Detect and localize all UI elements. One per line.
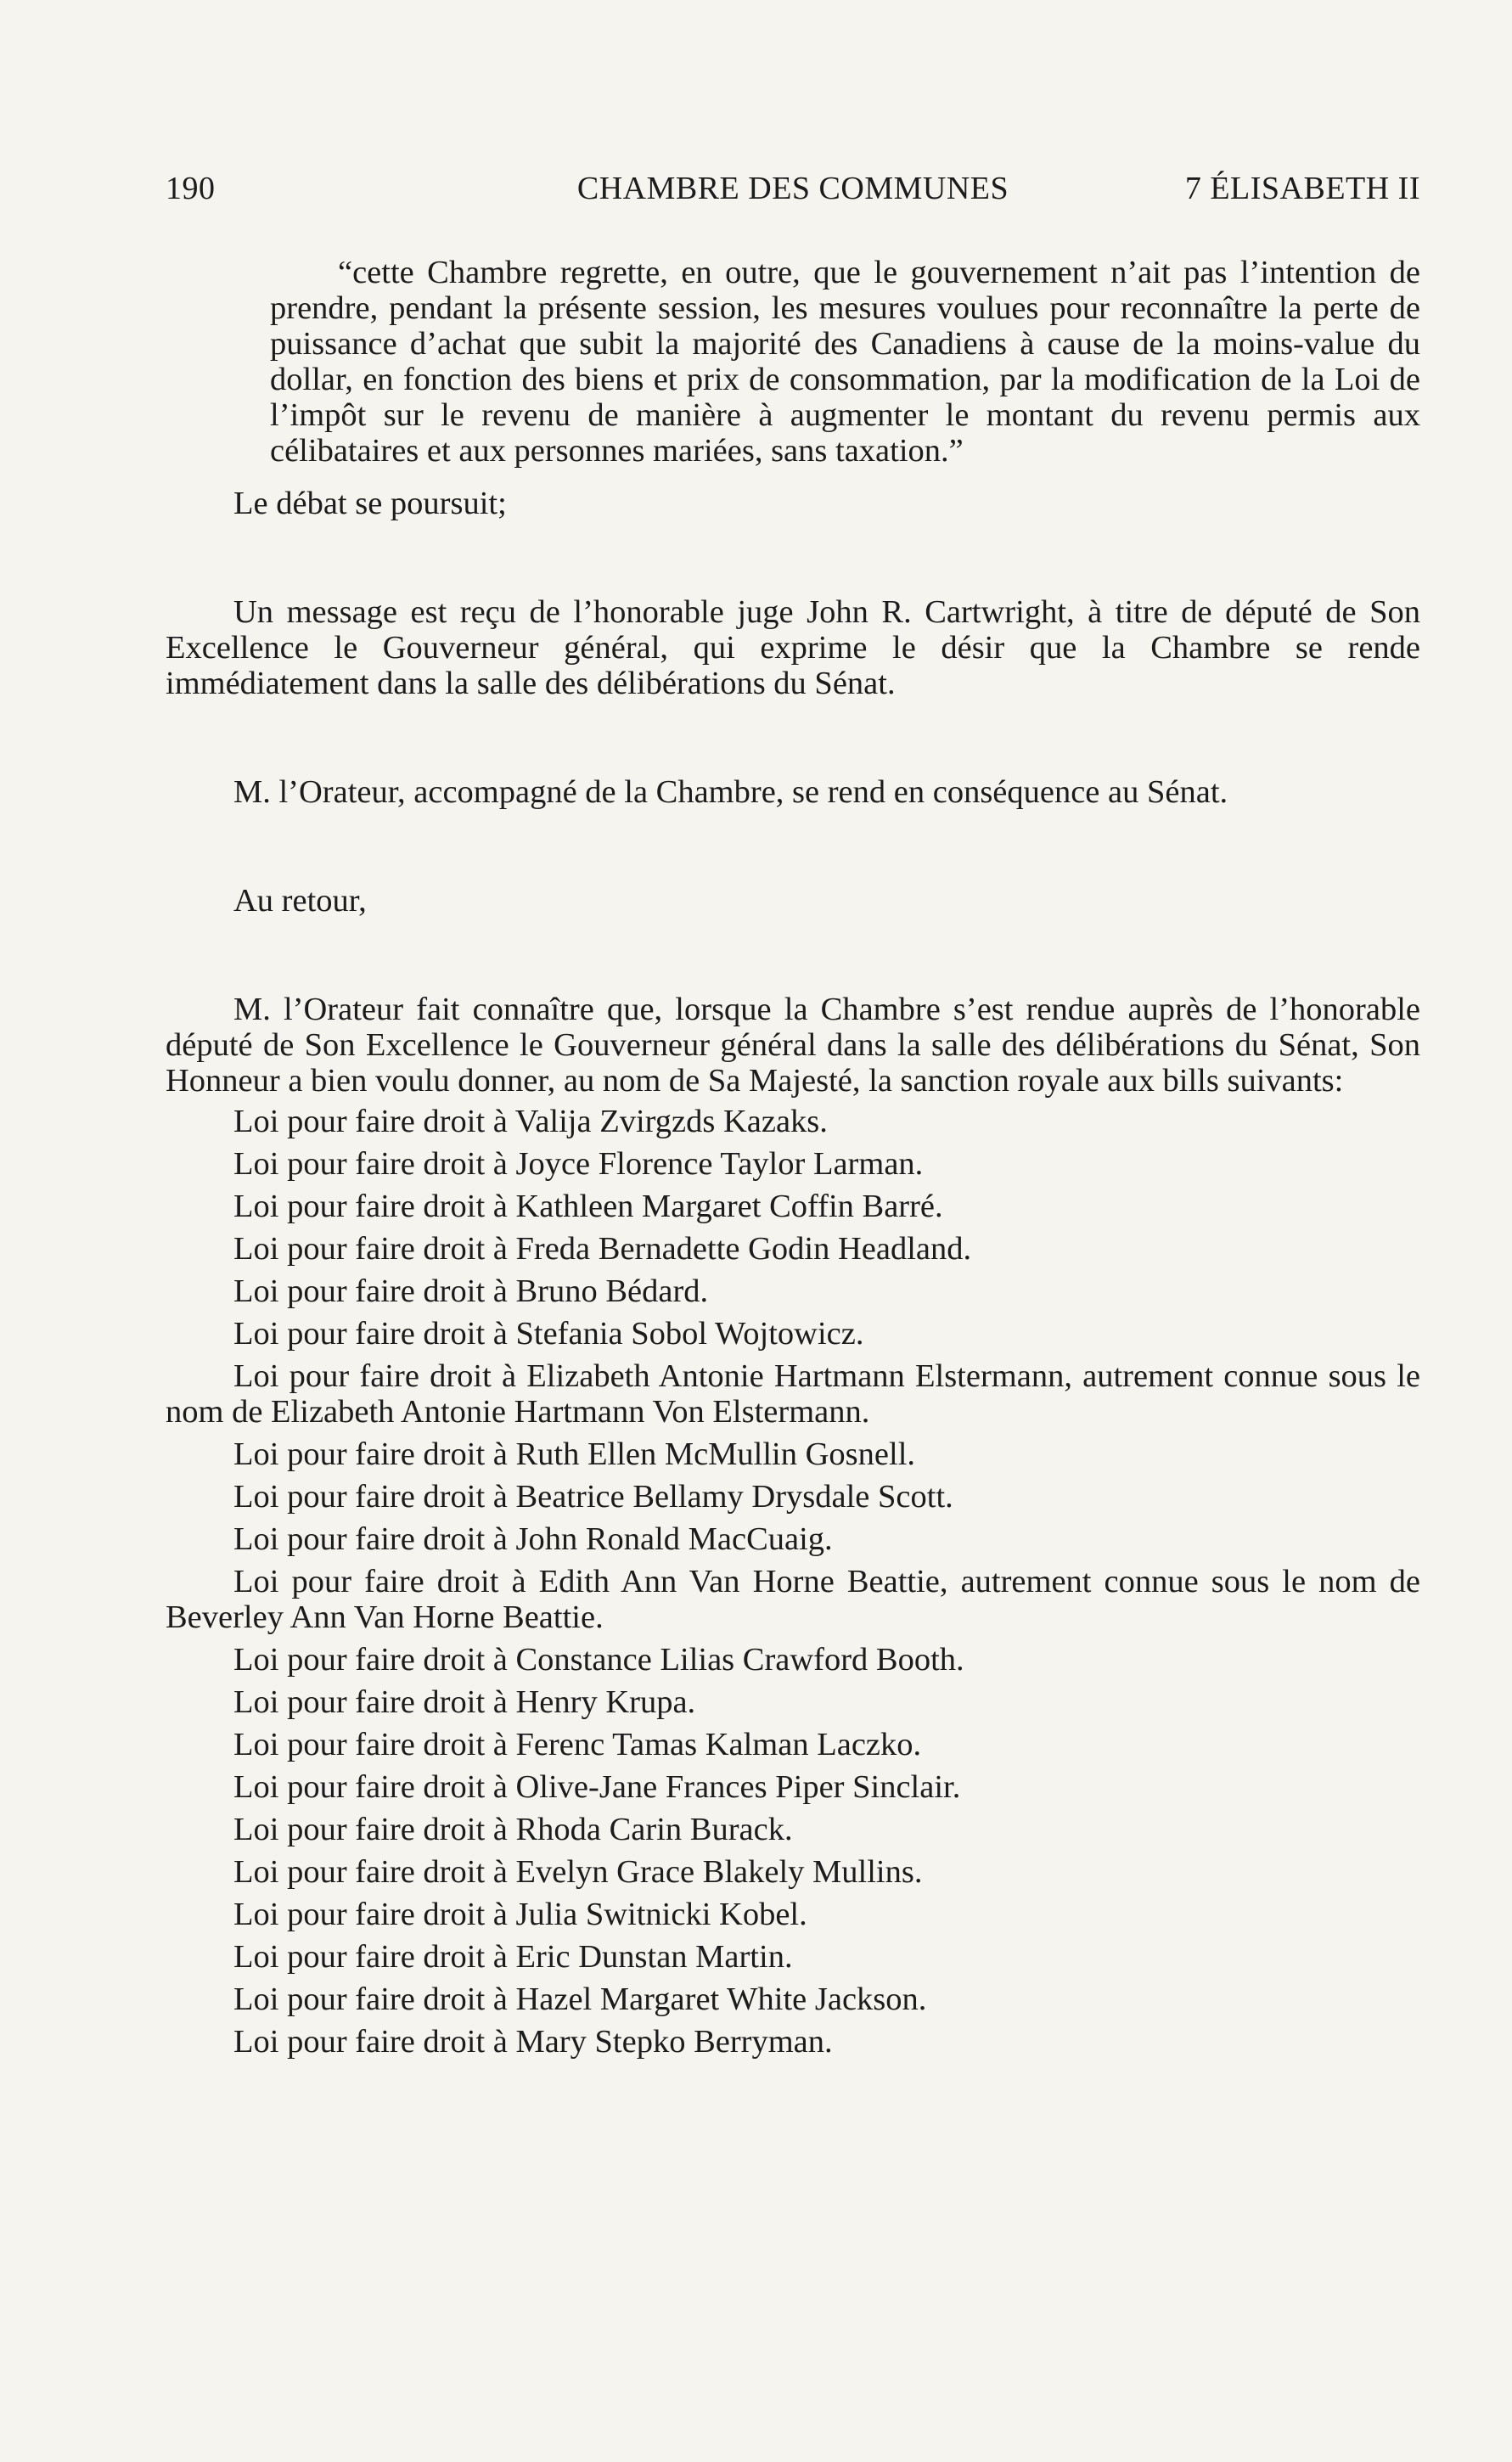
royal-assent-paragraph: M. l’Orateur fait connaître que, lorsque la Chambre s’est rendue auprès de l’honorable député de Son Excellence le Gouverneur général dans la salle des délibérations du Sénat, Son Honneur a bien voulu donner, au nom de Sa Majesté, la sanction royale aux bills suivants: xyxy=(166,992,1420,1099)
bill-item: Loi pour faire droit à Kathleen Margaret Coffin Barré. xyxy=(233,1189,943,1224)
bill-item: Loi pour faire droit à Rhoda Carin Burack. xyxy=(233,1812,793,1847)
message-paragraph: Un message est reçu de l’honorable juge John R. Cartwright, à titre de député de Son Excellence le Gouverneur général, qui exprime le désir que la Chambre se rende immédiatement dans la salle des délibérations du Sénat. xyxy=(166,594,1420,701)
bill-item: Loi pour faire droit à Bruno Bédard. xyxy=(233,1273,709,1309)
debate-continues: Le débat se poursuit; xyxy=(233,486,507,521)
page-number: 190 xyxy=(166,171,216,206)
speaker-to-senate: M. l’Orateur, accompagné de la Chambre, se rend en conséquence au Sénat. xyxy=(233,774,1228,810)
bill-item: Loi pour faire droit à Ferenc Tamas Kalman Laczko. xyxy=(233,1727,922,1762)
bill-item: Loi pour faire droit à Joyce Florence Taylor Larman. xyxy=(233,1146,924,1182)
bill-item: Loi pour faire droit à John Ronald MacCuaig. xyxy=(233,1521,833,1557)
bill-item: Loi pour faire droit à Constance Lilias Crawford Booth. xyxy=(233,1642,964,1678)
bill-item: Loi pour faire droit à Hazel Margaret White Jackson. xyxy=(233,1981,927,2017)
bill-item: Loi pour faire droit à Olive-Jane Frances Piper Sinclair. xyxy=(233,1769,961,1805)
bill-item: Loi pour faire droit à Valija Zvirgzds Kazaks. xyxy=(233,1104,828,1139)
bill-item: Loi pour faire droit à Beatrice Bellamy Drysdale Scott. xyxy=(233,1479,953,1515)
body-text xyxy=(166,255,1420,2060)
bill-item: Loi pour faire droit à Freda Bernadette Godin Headland. xyxy=(233,1231,972,1267)
bills-list xyxy=(166,1104,1420,2060)
bill-item: Loi pour faire droit à Mary Stepko Berryman. xyxy=(233,2024,833,2060)
amendment-quote-text: “cette Chambre regrette, en outre, que le gouvernement n’ait pas l’intention de prendre, pendant la présente session, les mesures voulues pour reconnaître la perte de puissance d’achat que subit la majorité des Canadiens à cause de la moins-value du dollar, en fonction des biens et prix de consommation, par la modification de la Loi de l’impôt sur le revenu de manière à augmenter le montant du revenu permis aux célibataires et aux personnes mariées, sans taxation.” xyxy=(270,255,1420,469)
bill-item: Loi pour faire droit à Ruth Ellen McMullin Gosnell. xyxy=(233,1436,916,1472)
bill-item: Loi pour faire droit à Elizabeth Antonie Hartmann Elstermann, autrement connue sous le nom de Elizabeth Antonie Hartmann Von Elstermann. xyxy=(166,1358,1420,1430)
running-head xyxy=(166,163,1420,214)
bill-item: Loi pour faire droit à Henry Krupa. xyxy=(233,1684,696,1720)
document-page xyxy=(166,0,1420,2462)
return-line: Au retour, xyxy=(233,883,367,919)
bill-item: Loi pour faire droit à Stefania Sobol Wojtowicz. xyxy=(233,1316,864,1352)
amendment-quote xyxy=(166,255,1420,469)
journal-title: CHAMBRE DES COMMUNES xyxy=(576,171,1009,206)
regnal-year: 7 ÉLISABETH II xyxy=(1184,171,1420,206)
bill-item: Loi pour faire droit à Edith Ann Van Horne Beattie, autrement connue sous le nom de Beverley Ann Van Horne Beattie. xyxy=(166,1564,1420,1635)
bill-item: Loi pour faire droit à Eric Dunstan Martin. xyxy=(233,1939,793,1975)
bill-item: Loi pour faire droit à Julia Switnicki Kobel. xyxy=(233,1897,807,1932)
bill-item: Loi pour faire droit à Evelyn Grace Blakely Mullins. xyxy=(233,1854,923,1890)
